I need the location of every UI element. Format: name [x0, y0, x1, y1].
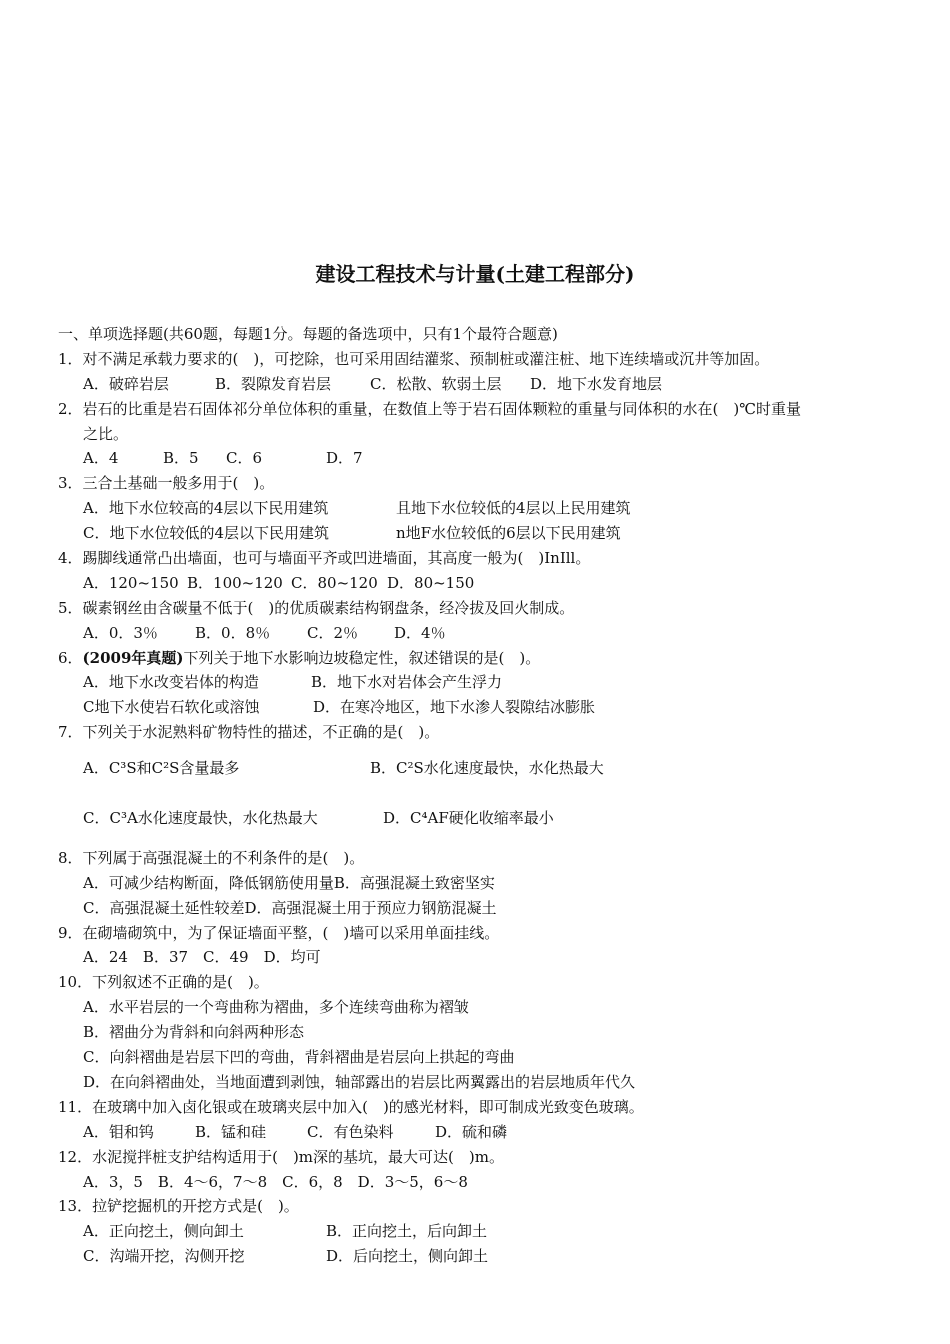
question-4-options — [58, 571, 898, 596]
option-a: A．4 — [83, 449, 119, 468]
question-number: 6． — [58, 648, 83, 667]
question-8-options-ab: A．可减少结构断面，降低钢筋使用量B．高强混凝土致密坚实 — [83, 873, 495, 892]
question-7-options-ab — [58, 756, 898, 781]
option-a: A．钼和钨 — [83, 1122, 154, 1141]
question-10-option-a: A．水平岩层的一个弯曲称为褶曲，多个连续弯曲称为褶皱 — [83, 998, 469, 1017]
option-a: A．0．3％ — [83, 623, 158, 642]
exam-year-tag: (2009年真题) — [82, 648, 184, 667]
option-b: 且地下水位较低的4层以上民用建筑 — [396, 499, 631, 518]
option-c: C．地下水位较低的4层以下民用建筑 — [83, 524, 330, 543]
question-13-options-cd — [58, 1244, 898, 1269]
option-b: B．C²S水化速度最快，水化热最大 — [370, 759, 604, 778]
option-d: D．80~150 — [387, 573, 475, 592]
option-b: B．裂隙发育岩层 — [215, 374, 332, 393]
option-d: D．7 — [326, 449, 363, 468]
option-b: B．地下水对岩体会产生浮力 — [311, 673, 503, 692]
question-9-options: A．24 B．37 C．49 D．均可 — [83, 948, 321, 967]
question-7-options-cd — [58, 806, 898, 831]
question-6-options-ab — [58, 670, 898, 695]
option-a: A．地下水改变岩体的构造 — [83, 673, 259, 692]
option-d: D．后向挖土，侧向卸土 — [326, 1247, 489, 1266]
question-9-stem: 9．在砌墙砌筑中，为了保证墙面平整，( )墙可以采用单面挂线。 — [58, 923, 500, 942]
option-b: B．0．8％ — [195, 623, 271, 642]
document-title: 建设工程技术与计量(土建工程部分) — [315, 262, 635, 286]
option-b: B．正向挖土，后向卸土 — [326, 1222, 488, 1241]
question-11-options — [58, 1120, 898, 1145]
option-b: B．锰和硅 — [195, 1122, 267, 1141]
option-c: C．80~120 — [291, 573, 378, 592]
question-13-options-ab — [58, 1219, 898, 1244]
option-c: C．沟端开挖，沟侧开挖 — [83, 1247, 245, 1266]
option-b: B．100~120 — [187, 573, 283, 592]
question-list — [58, 322, 898, 1269]
option-b: B．5 — [163, 449, 199, 468]
question-7-stem: 7．下列关于水泥熟料矿物特性的描述，不正确的是( )。 — [58, 723, 440, 742]
question-10-stem: 10．下列叙述不正确的是( )。 — [58, 973, 269, 992]
option-d: D．C⁴AF硬化收缩率最小 — [383, 809, 554, 828]
question-11-stem: 11．在玻璃中加入卤化银或在玻璃夹层中加入( )的感光材料，即可制成光致变色玻璃。 — [58, 1097, 644, 1116]
option-a: A．120~150 — [83, 573, 179, 592]
option-d: n地F水位较低的6层以下民用建筑 — [396, 524, 621, 543]
option-a: A．破碎岩层 — [83, 374, 169, 393]
option-c: C地下水使岩石软化或溶蚀 — [83, 698, 260, 717]
option-d: D．在寒冷地区，地下水渗人裂隙结冰膨胀 — [313, 698, 596, 717]
section-heading: 一、单项选择题(共60题，每题1分。每题的备选项中，只有1个最符合题意) — [58, 325, 558, 343]
option-c: C．6 — [226, 449, 263, 468]
question-3-stem: 3．三合土基础一般多用于( )。 — [58, 474, 275, 493]
question-2-stem: 2．岩石的比重是岩石固体祁分单位体积的重量，在数值上等于岩石固体颗粒的重量与同体积的水在( )℃时重量 — [58, 399, 802, 418]
question-1-options — [58, 372, 898, 397]
question-2-options — [58, 446, 898, 471]
question-5-stem: 5．碳素钢丝由含碳量不低于( )的优质碳素结构钢盘条，经冷拔及回火制成。 — [58, 598, 575, 617]
question-3-options-cd — [58, 521, 898, 546]
option-d: D．4％ — [394, 623, 446, 642]
option-c: C．2％ — [307, 623, 359, 642]
question-1-stem: 1．对不满足承载力要求的( )，可挖除，也可采用固结灌浆、预制桩或灌注桩、地下连续墙或沉井等加固。 — [58, 349, 770, 368]
option-d: D．地下水发育地层 — [530, 374, 663, 393]
option-c: C．松散、软弱土层 — [370, 374, 502, 393]
question-12-options: A．3，5 B．4～6，7～8 C．6，8 D．3～5，6～8 — [83, 1172, 468, 1191]
option-c: C．有色染料 — [307, 1122, 394, 1141]
option-c: C．C³A水化速度最快，水化热最大 — [83, 809, 318, 828]
question-5-options — [58, 621, 898, 646]
option-a: A．正向挖土，侧向卸土 — [83, 1222, 244, 1241]
question-8-options-cd: C．高强混凝土延性较差D．高强混凝土用于预应力钢筋混凝土 — [83, 898, 497, 917]
question-6-options-cd — [58, 695, 898, 720]
question-13-stem: 13．拉铲挖掘机的开挖方式是( )。 — [58, 1197, 299, 1216]
option-d: D．硫和磷 — [435, 1122, 508, 1141]
question-12-stem: 12．水泥搅拌桩支护结构适用于( )m深的基坑，最大可达( )m。 — [58, 1147, 504, 1166]
question-10-option-b: B．褶曲分为背斜和向斜两种形态 — [83, 1023, 305, 1042]
question-8-stem: 8．下列属于高强混凝土的不利条件的是( )。 — [58, 848, 365, 867]
question-text: 下列关于地下水影响边坡稳定性，叙述错误的是( )。 — [183, 648, 541, 667]
question-6-stem — [58, 646, 898, 671]
option-a: A．地下水位较高的4层以下民用建筑 — [83, 499, 329, 518]
question-10-option-d: D．在向斜褶曲处，当地面遭到剥蚀，轴部露出的岩层比两翼露出的岩层地质年代久 — [83, 1072, 636, 1091]
question-4-stem: 4．踢脚线通常凸出墙面，也可与墙面平齐或凹进墙面，其高度一般为( )InIll。 — [58, 549, 591, 568]
option-a: A．C³S和C²S含量最多 — [83, 759, 240, 778]
question-10-option-c: C．向斜褶曲是岩层下凹的弯曲，背斜褶曲是岩层向上拱起的弯曲 — [83, 1048, 515, 1067]
question-3-options-ab — [58, 496, 898, 521]
question-2-stem-cont: 之比。 — [83, 424, 129, 443]
